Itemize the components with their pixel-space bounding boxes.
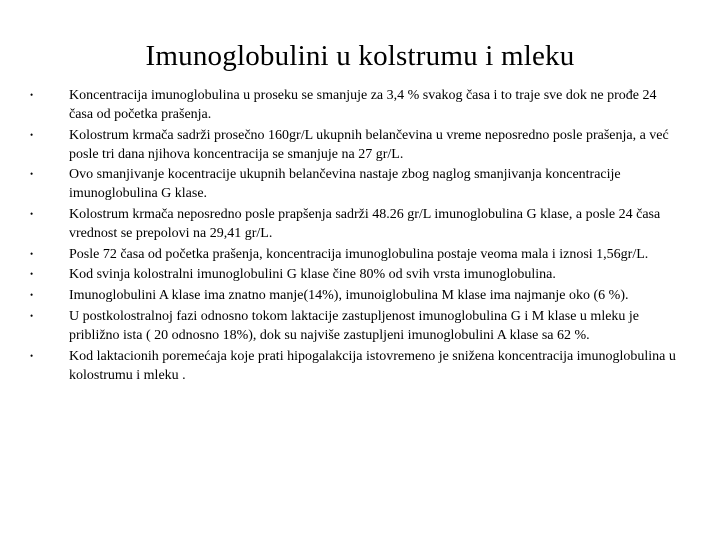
bullet-icon: • <box>30 169 34 180</box>
bullet-icon: • <box>30 310 34 321</box>
bullet-text: Imunoglobulini A klase ima znatno manje(14%), imunoiglobulina M klase ima najmanje oko (6 %). <box>69 288 629 304</box>
bullet-item-7 <box>30 286 680 305</box>
bullet-item-1 <box>30 86 680 124</box>
bullet-icon: • <box>30 290 34 301</box>
bullet-item-2 <box>30 126 680 164</box>
bullet-item-4 <box>30 205 680 243</box>
bullet-item-3 <box>30 165 680 203</box>
bullet-icon: • <box>30 129 34 140</box>
slide-title: Imunoglobulini u kolstrumu i mleku <box>145 40 575 72</box>
bullet-icon: • <box>30 248 34 259</box>
bullet-text: Kod laktacionih poremećaja koje prati hipogalakcija istovremeno je snižena koncentracija imunoglobulina u kolostrumu i mleku . <box>69 348 676 383</box>
bullet-icon: • <box>30 90 34 100</box>
bullet-item-8 <box>30 307 680 345</box>
bullet-item-9 <box>30 347 680 385</box>
bullet-icon: • <box>30 209 34 220</box>
bullet-icon: • <box>30 269 34 280</box>
bullet-text: Posle 72 časa od početka prašenja, koncentracija imunoglobulina postaje veoma mala i iznosi 1,56gr/L. <box>69 246 649 262</box>
bullet-item-6 <box>30 265 680 284</box>
bullet-text: Ovo smanjivanje kocentracije ukupnih belančevina nastaje zbog naglog smanjivanja koncentracije imunoglobulina G klase. <box>69 167 621 202</box>
bullet-list <box>30 86 680 386</box>
bullet-text: Kolostrum krmača sadrži prosečno 160gr/L ukupnih belančevina u vreme neposredno posle prašenja, a već posle tri dana njihova koncentracija se smanjuje na 27 gr/L. <box>69 127 669 162</box>
bullet-item-5 <box>30 245 680 264</box>
bullet-text: U postkolostralnoj fazi odnosno tokom laktacije zastupljenost imunoglobulina G i M klase u mleku je približno ista ( 20 odnosno 18%), dok su najviše zastupljeni imunoglobulini A klase sa 62 %. <box>69 308 640 343</box>
bullet-text: Koncentracija imunoglobulina u proseku se smanjuje za 3,4 % svakog časa i to traje sve dok ne prođe 24 časa od početka prašenja. <box>69 88 657 122</box>
bullet-icon: • <box>30 350 34 361</box>
bullet-text: Kolostrum krmača neposredno posle prapšenja sadrži 48.26 gr/L imunoglobulina G klase, a posle 24 časa vrednost se prepolovi na 29,41 gr/L. <box>69 207 661 242</box>
bullet-text: Kod svinja kolostralni imunoglobulini G klase čine 80% od svih vrsta imunoglobulina. <box>69 267 556 283</box>
